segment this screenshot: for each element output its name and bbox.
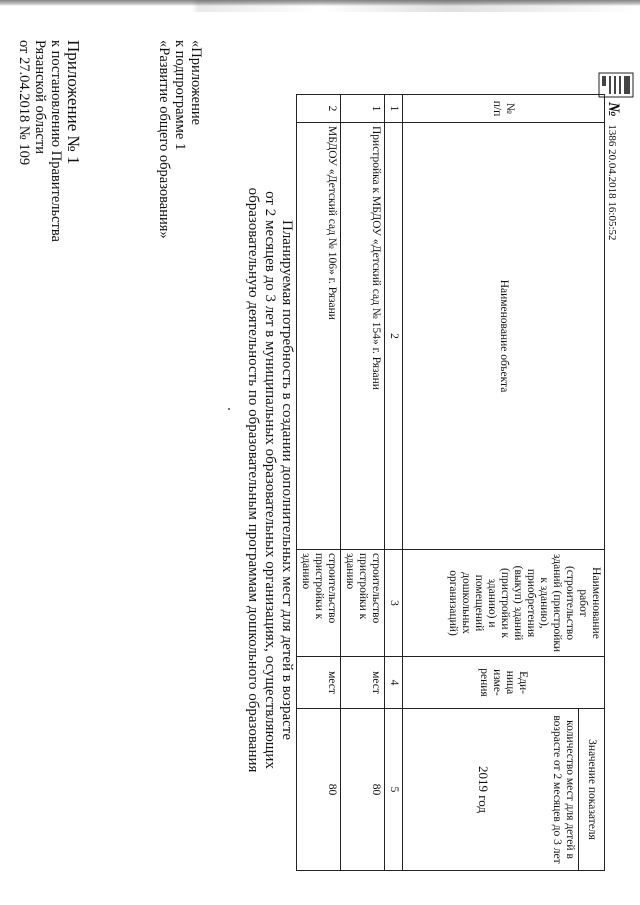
colnum-1: 1 [385, 95, 403, 123]
colnum-3: 3 [385, 550, 403, 657]
document-footer [604, 102, 622, 241]
table-row [341, 95, 385, 871]
document-id: 1386 20.04.2018 16:05:52 [606, 124, 618, 241]
document-title [244, 130, 295, 830]
subprogram-appendix-header [156, 40, 204, 380]
scan-speck [228, 408, 230, 410]
header-indicator: Значение показателя [579, 709, 605, 871]
subprogram-name: «Развитие общего образования» [156, 40, 172, 239]
places-table [296, 94, 605, 870]
table-row [297, 95, 341, 871]
header-year: 2019 год [476, 766, 491, 813]
row-object: Пристройка к МБДОУ «Детский сад № 154» г. Рязани [341, 123, 385, 550]
header-works: Наименование работ (строительство зданий (пристройки к зданию), приобретения (выкуп) зданий (пристройки к зданию) и помещений дошкольных организаций) [403, 550, 605, 657]
appendix-date-number: от 27.04.2018 № 109 [16, 40, 32, 166]
row-value: 80 [341, 709, 385, 871]
row-unit: мест [341, 657, 385, 709]
row-value: 80 [297, 709, 341, 871]
colnum-2: 2 [385, 123, 403, 550]
header-unit: Еди-ница изме-рения [403, 657, 605, 709]
row-works: строительство пристройки к зданию [341, 550, 385, 657]
colnum-5: 5 [385, 709, 403, 871]
header-num: № п/п [403, 95, 605, 123]
subprogram-ref: к подпрограмме 1 [172, 40, 188, 151]
resolution-appendix-header [16, 40, 82, 380]
row-works: строительство пристройки к зданию [297, 550, 341, 657]
colnum-4: 4 [385, 657, 403, 709]
appendix-number: Приложение № 1 [64, 40, 83, 165]
title-line-3: образовательную деятельность по образовательным программам дошкольного образования [245, 187, 261, 773]
row-num: 2 [297, 95, 341, 123]
header-places: количество мест для детей в возрасте от 2 месяцев до 3 лет [551, 715, 576, 864]
title-line-1: Планируемая потребность в создании дополнительных мест для детей в возрасте [279, 219, 295, 740]
row-unit: мест [297, 657, 341, 709]
registry-stamp-icon [598, 72, 634, 98]
appendix-resolution-ref: к постановлению Правительства [48, 40, 64, 242]
header-places-year [403, 709, 579, 871]
header-object: Наименование объекта [403, 123, 605, 550]
title-line-2: от 2 месяцев до 3 лет в муниципальных образовательных организациях, осуществляющих [262, 191, 278, 769]
row-object: МБДОУ «Детский сад № 106» г. Рязани [297, 123, 341, 550]
appendix-region: Рязанской области [32, 40, 48, 154]
registration-mark-icon: № [605, 102, 622, 117]
subprogram-appendix-label: «Приложение [188, 40, 204, 126]
row-num: 1 [341, 95, 385, 123]
